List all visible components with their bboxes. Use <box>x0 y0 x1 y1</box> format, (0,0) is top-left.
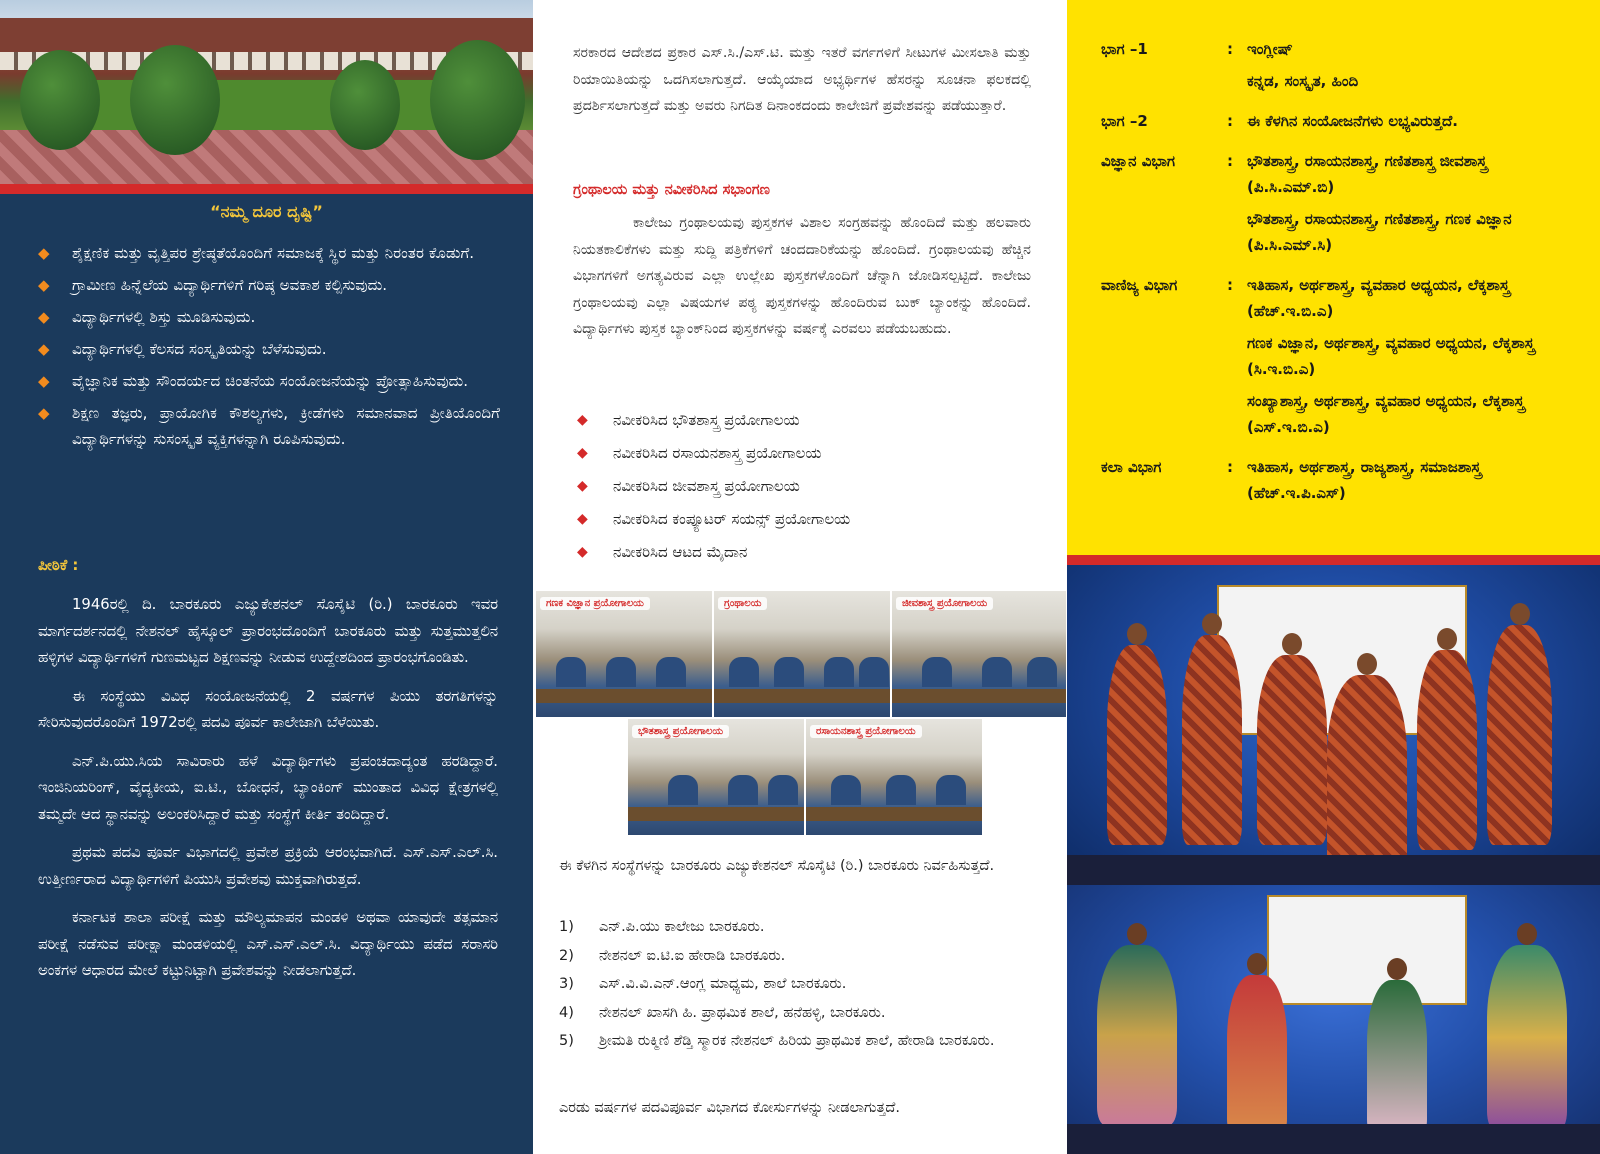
course-row: ವಾಣಿಜ್ಯ ವಿಭಾಗ : ಇತಿಹಾಸ, ಅರ್ಥಶಾಸ್ತ್ರ, ವ್ಯವಹಾರ ಅಧ್ಯಯನ, ಲೆಕ್ಕಶಾಸ್ತ್ರ (ಹೆಚ್.ಇ.ಬಿ.ಎ) ಗಣಕ ವಿಜ್ಞಾನ, ಅರ್ಥಶಾಸ್ತ್ರ, ವ್ಯವಹಾರ ಅಧ್ಯಯನ, ಲೆಕ್ಕಶಾಸ್ತ್ರ (ಸಿ.ಇ.ಬಿ.ಎ) ಸಂಖ್ಯಾಶಾಸ್ತ್ರ, ಅರ್ಥಶಾಸ್ತ್ರ, ವ್ಯವಹಾರ ಅಧ್ಯಯನ, ಲೆಕ್ಕಶಾಸ್ತ್ರ (ಎಸ್.ಇ.ಬಿ.ಎ) <box>1101 276 1535 436</box>
preface-paragraph: ಕರ್ನಾಟಕ ಶಾಲಾ ಪರೀಕ್ಷೆ ಮತ್ತು ಮೌಲ್ಯಮಾಪನ ಮಂಡಳಿ ಅಥವಾ ಯಾವುದೇ ತತ್ಸಮಾನ ಪರೀಕ್ಷೆ ನಡೆಸುವ ಪರೀಕ್ಷಾ ಮಂಡಳಿಯಲ್ಲಿ ಎಸ್.ಎಸ್.ಎಲ್.ಸಿ. ವಿದ್ಯಾರ್ಥಿಯು ಪಡೆದ ಸರಾಸರಿ ಅಂಕಗಳ ಆಧಾರದ ಮೇಲೆ ಕಟ್ಟುನಿಟ್ಟಾಗಿ ಪ್ರವೇಶವನ್ನು ನೀಡಲಾಗುತ್ತದೆ. <box>38 909 498 979</box>
diamond-bullet-icon: ◆ <box>577 412 588 428</box>
diamond-bullet-icon: ◆ <box>38 244 50 262</box>
institutions-list <box>559 913 1039 1056</box>
preface-body <box>38 592 498 997</box>
preface-paragraph: ಈ ಸಂಸ್ಥೆಯು ವಿವಿಧ ಸಂಯೋಜನೆಯಲ್ಲಿ 2 ವರ್ಷಗಳ ಪಿಯು ತರಗತಿಗಳನ್ನು ಸೇರಿಸುವುದರೊಂದಿಗೆ 1972ರಲ್ಲಿ ಪದವಿ ಪೂರ್ವ ಕಾಲೇಜಾಗಿ ಬೆಳೆಯಿತು. <box>38 687 498 731</box>
courses-footer-note: ಎರಡು ವರ್ಷಗಳ ಪದವಿಪೂರ್ವ ವಿಭಾಗದ ಕೋರ್ಸುಗಳನ್ನು ನೀಡಲಾಗುತ್ತದೆ. <box>559 1100 900 1116</box>
photo-caption: ರಸಾಯನಶಾಸ್ತ್ರ ಪ್ರಯೋಗಾಲಯ <box>810 725 922 738</box>
library-photo <box>713 590 891 718</box>
vision-item: ◆ ವಿದ್ಯಾರ್ಥಿಗಳಲ್ಲಿ ಶಿಸ್ತು ಮೂಡಿಸುವುದು. <box>38 304 500 330</box>
institution-item: 3) ಎಸ್.ವಿ.ವಿ.ಎನ್.ಆಂಗ್ಲ ಮಾಧ್ಯಮ, ಶಾಲೆ ಬಾರಕೂರು. <box>559 976 847 992</box>
right-panel <box>1067 0 1600 1154</box>
admission-intro: ಸರಕಾರದ ಆದೇಶದ ಪ್ರಕಾರ ಎಸ್.ಸಿ./ಎಸ್.ಟಿ. ಮತ್ತು ಇತರೆ ವರ್ಗಗಳಿಗೆ ಸೀಟುಗಳ ಮೀಸಲಾತಿ ಮತ್ತು ರಿಯಾಯಿತಿಯನ್ನು ಒದಗಿಸಲಾಗುತ್ತದೆ. ಆಯ್ಕೆಯಾದ ಅಭ್ಯರ್ಥಿಗಳ ಹೆಸರನ್ನು ಸೂಚನಾ ಫಲಕದಲ್ಲಿ ಪ್ರದರ್ಶಿಸಲಾಗುತ್ತದೆ ಮತ್ತು ಅವರು ನಿಗದಿತ ದಿನಾಂಕದಂದು ಕಾಲೇಜಿಗೆ ಪ್ರವೇಶವನ್ನು ಪಡೆಯುತ್ತಾರೆ. <box>573 45 1031 114</box>
physics-lab-photo <box>627 718 805 836</box>
vision-list <box>38 240 500 458</box>
vision-item: ◆ ಗ್ರಾಮೀಣ ಹಿನ್ನೆಲೆಯ ವಿದ್ಯಾರ್ಥಿಗಳಿಗೆ ಗರಿಷ್ಠ ಅವಕಾಶ ಕಲ್ಪಿಸುವುದು. <box>38 272 500 298</box>
course-row: ಕಲಾ ವಿಭಾಗ : ಇತಿಹಾಸ, ಅರ್ಥಶಾಸ್ತ್ರ, ರಾಜ್ಯಶಾಸ್ತ್ರ, ಸಮಾಜಶಾಸ್ತ್ರ (ಹೆಚ್.ಇ.ಪಿ.ಎಸ್) <box>1101 458 1482 502</box>
diamond-bullet-icon: ◆ <box>38 404 50 422</box>
course-row: ಭಾಗ –2 : ಈ ಕೆಳಗಿನ ಸಂಯೋಜನೆಗಳು ಲಭ್ಯವಿರುತ್ತದೆ. <box>1101 112 1458 130</box>
photo-caption: ಗಣಕ ವಿಜ್ಞಾನ ಪ್ರಯೋಗಾಲಯ <box>540 597 650 610</box>
diamond-bullet-icon: ◆ <box>38 340 50 358</box>
diamond-bullet-icon: ◆ <box>577 511 588 527</box>
course-row: ಭಾಗ –1 : ಇಂಗ್ಲೀಷ್ ಕನ್ನಡ, ಸಂಸ್ಕೃತ, ಹಿಂದಿ <box>1101 40 1359 90</box>
biology-lab-photo <box>891 590 1067 718</box>
institution-item: 4) ನೇಶನಲ್ ಖಾಸಗಿ ಹಿ. ಪ್ರಾಥಮಿಕ ಶಾಲೆ, ಹನೆಹಳ್ಳಿ, ಬಾರಕೂರು. <box>559 1004 886 1021</box>
institution-item: 1) ಎನ್.ಪಿ.ಯು ಕಾಲೇಜು ಬಾರಕೂರು. <box>559 919 765 935</box>
diamond-bullet-icon: ◆ <box>38 308 50 326</box>
chemistry-lab-photo <box>805 718 983 836</box>
vision-item: ◆ ಶಿಕ್ಷಣ ತಜ್ಞರು, ಪ್ರಾಯೋಗಿಕ ಕೌಶಲ್ಯಗಳು, ಕ್ರೀಡೆಗಳು ಸಮಾನವಾದ ಪ್ರೀತಿಯೊಂದಿಗೆ ವಿದ್ಯಾರ್ಥಿಗಳನ್ನು ಸುಸಂಸ್ಕೃತ ವ್ಯಕ್ತಿಗಳನ್ನಾಗಿ ರೂಪಿಸುವುದು. <box>38 400 500 452</box>
group-dance-photo <box>1067 885 1600 1154</box>
lab-list <box>573 404 850 569</box>
lab-item: ◆ ನವೀಕರಿಸಿದ ರಸಾಯನಶಾಸ್ತ್ರ ಪ್ರಯೋಗಾಲಯ <box>573 437 850 470</box>
photo-caption: ಗ್ರಂಥಾಲಯ <box>718 597 767 610</box>
lab-item: ◆ ನವೀಕರಿಸಿದ ಭೌತಶಾಸ್ತ್ರ ಪ್ರಯೋಗಾಲಯ <box>573 404 850 437</box>
diamond-bullet-icon: ◆ <box>577 478 588 494</box>
diamond-bullet-icon: ◆ <box>577 544 588 560</box>
left-panel <box>0 0 533 1154</box>
cultural-dance-photo <box>1067 565 1600 885</box>
lab-item: ◆ ನವೀಕರಿಸಿದ ಜೀವಶಾಸ್ತ್ರ ಪ್ರಯೋಗಾಲಯ <box>573 470 850 503</box>
red-divider <box>0 184 533 194</box>
photo-caption: ಭೌತಶಾಸ್ತ್ರ ಪ್ರಯೋಗಾಲಯ <box>632 725 729 738</box>
institutions-intro: ಈ ಕೆಳಗಿನ ಸಂಸ್ಥೆಗಳನ್ನು ಬಾರಕೂರು ಎಜ್ಯುಕೇಶನಲ್ ಸೊಸೈಟಿ (ರಿ.) ಬಾರಕೂರು ನಿರ್ವಹಿಸುತ್ತದೆ. <box>559 858 995 874</box>
diamond-bullet-icon: ◆ <box>38 276 50 294</box>
preface-paragraph: ಪ್ರಥಮ ಪದವಿ ಪೂರ್ವ ವಿಭಾಗದಲ್ಲಿ ಪ್ರವೇಶ ಪ್ರಕ್ರಿಯೆ ಆರಂಭವಾಗಿದೆ. ಎಸ್.ಎಸ್.ಎಲ್.ಸಿ. ಉತ್ತೀರ್ಣರಾದ ವಿದ್ಯಾರ್ಥಿಗಳಿಗೆ ಪಿಯುಸಿ ಪ್ರವೇಶವು ಮುಕ್ತವಾಗಿರುತ್ತದೆ. <box>38 844 498 888</box>
diamond-bullet-icon: ◆ <box>38 372 50 390</box>
library-text: ಕಾಲೇಜು ಗ್ರಂಥಾಲಯವು ಪುಸ್ತಕಗಳ ವಿಶಾಲ ಸಂಗ್ರಹವನ್ನು ಹೊಂದಿದೆ ಮತ್ತು ಹಲವಾರು ನಿಯತಕಾಲಿಕೆಗಳು ಮತ್ತು ಸುದ್ದಿ ಪತ್ರಿಕೆಗಳಿಗೆ ಚಂದದಾರಿಕೆಯನ್ನು ಹೊಂದಿದೆ. ಗ್ರಂಥಾಲಯವು ಹೆಚ್ಚಿನ ವಿಭಾಗಗಳಿಗೆ ಅಗತ್ಯವಿರುವ ಎಲ್ಲಾ ಉಲ್ಲೇಖ ಪುಸ್ತಕಗಳೊಂದಿಗೆ ಚೆನ್ನಾಗಿ ಜೋಡಿಸಲ್ಪಟ್ಟಿದೆ. ಕಾಲೇಜು ಗ್ರಂಥಾಲಯವು ಎಲ್ಲಾ ವಿಷಯಗಳ ಪಠ್ಯ ಪುಸ್ತಕಗಳನ್ನು ಹೊಂದಿರುವ ಬುಕ್ ಬ್ಯಾಂಕನ್ನು ಹೊಂದಿದೆ. ವಿದ್ಯಾರ್ಥಿಗಳು ಪುಸ್ತಕ ಬ್ಯಾಂಕ್‌ನಿಂದ ಪುಸ್ತಕಗಳನ್ನು ವರ್ಷಕ್ಕೆ ಎರವಲು ಪಡೆಯಬಹುದು. <box>573 215 1031 337</box>
computer-lab-photo <box>535 590 713 718</box>
photo-caption: ಜೀವಶಾಸ್ತ್ರ ಪ್ರಯೋಗಾಲಯ <box>896 597 993 610</box>
lab-item: ◆ ನವೀಕರಿಸಿದ ಆಟದ ಮೈದಾನ <box>573 536 850 569</box>
courses-box <box>1067 0 1600 555</box>
preface-paragraph: 1946ರಲ್ಲಿ ದಿ. ಬಾರಕೂರು ಎಜ್ಯುಕೇಶನಲ್ ಸೊಸೈಟಿ (ರಿ.) ಬಾರಕೂರು ಇವರ ಮಾರ್ಗದರ್ಶನದಲ್ಲಿ ನೇಶನಲ್ ಹೈಸ್ಕೂಲ್ ಪ್ರಾರಂಭದೊಂದಿಗೆ ಬಾರಕೂರು ಮತ್ತು ಸುತ್ತಮುತ್ತಲಿನ ಹಳ್ಳಿಗಳ ವಿದ್ಯಾರ್ಥಿಗಳಿಗೆ ಗುಣಮಟ್ಟದ ಶಿಕ್ಷಣವನ್ನು ನೀಡುವ ಉದ್ದೇಶದಿಂದ ಪ್ರಾರಂಭಗೊಂಡಿತು. <box>38 596 498 666</box>
library-heading: ಗ್ರಂಥಾಲಯ ಮತ್ತು ನವೀಕರಿಸಿದ ಸಭಾಂಗಣ <box>573 182 770 198</box>
vision-item: ◆ ಶೈಕ್ಷಣಿಕ ಮತ್ತು ವೃತ್ತಿಪರ ಶ್ರೇಷ್ಠತೆಯೊಂದಿಗೆ ಸಮಾಜಕ್ಕೆ ಸ್ಥಿರ ಮತ್ತು ನಿರಂತರ ಕೊಡುಗೆ. <box>38 240 500 266</box>
institution-item: 2) ನೇಶನಲ್ ಐ.ಟಿ.ಐ ಹೇರಾಡಿ ಬಾರಕೂರು. <box>559 947 786 964</box>
lab-item: ◆ ನವೀಕರಿಸಿದ ಕಂಪ್ಯೂಟರ್ ಸಯನ್ಸ್ ಪ್ರಯೋಗಾಲಯ <box>573 503 850 536</box>
event-banner <box>1267 895 1467 1005</box>
vision-item: ◆ ವಿದ್ಯಾರ್ಥಿಗಳಲ್ಲಿ ಕೆಲಸದ ಸಂಸ್ಕೃತಿಯನ್ನು ಬೆಳೆಸುವುದು. <box>38 336 500 362</box>
vision-item: ◆ ವೈಜ್ಞಾನಿಕ ಮತ್ತು ಸೌಂದರ್ಯದ ಚಿಂತನೆಯ ಸಂಯೋಜನೆಯನ್ನು ಪ್ರೋತ್ಸಾಹಿಸುವುದು. <box>38 368 500 394</box>
diamond-bullet-icon: ◆ <box>577 445 588 461</box>
courses-table <box>1101 36 1571 512</box>
middle-panel <box>533 0 1067 1154</box>
preface-heading: ಪೀಠಿಕೆ : <box>38 556 79 574</box>
institution-item: 5) ಶ್ರೀಮತಿ ರುಕ್ಮಿಣಿ ಶೆಡ್ತಿ ಸ್ಮಾರಕ ನೇಶನಲ್ ಹಿರಿಯ ಪ್ರಾಥಮಿಕ ಶಾಲೆ, ಹೇರಾಡಿ ಬಾರಕೂರು. <box>559 1033 995 1049</box>
red-divider <box>1067 555 1600 565</box>
lab-photo-collage <box>533 590 1067 830</box>
campus-photo <box>0 0 533 184</box>
vision-title: “ನಮ್ಮ ದೂರ ದೃಷ್ಟಿ” <box>210 202 323 221</box>
preface-paragraph: ಎನ್.ಪಿ.ಯು.ಸಿಯ ಸಾವಿರಾರು ಹಳೆ ವಿದ್ಯಾರ್ಥಿಗಳು ಪ್ರಪಂಚದಾದ್ಯಂತ ಹರಡಿದ್ದಾರೆ. ಇಂಜಿನಿಯರಿಂಗ್, ವೈದ್ಯಕೀಯ, ಐ.ಟಿ., ಬೋಧನೆ, ಬ್ಯಾಂಕಿಂಗ್ ಮುಂತಾದ ವಿವಿಧ ಕ್ಷೇತ್ರಗಳಲ್ಲಿ ತಮ್ಮದೇ ಆದ ಸ್ಥಾನವನ್ನು ಅಲಂಕರಿಸಿದ್ದಾರೆ ಮತ್ತು ಸಂಸ್ಥೆಗೆ ಕೀರ್ತಿ ತಂದಿದ್ದಾರೆ. <box>38 752 498 823</box>
course-row: ವಿಜ್ಞಾನ ವಿಭಾಗ : ಭೌತಶಾಸ್ತ್ರ, ರಸಾಯನಶಾಸ್ತ್ರ, ಗಣಿತಶಾಸ್ತ್ರ ಜೀವಶಾಸ್ತ್ರ (ಪಿ.ಸಿ.ಎಮ್.ಬಿ) ಭೌತಶಾಸ್ತ್ರ, ರಸಾಯನಶಾಸ್ತ್ರ, ಗಣಿತಶಾಸ್ತ್ರ, ಗಣಕ ವಿಜ್ಞಾನ (ಪಿ.ಸಿ.ಎಮ್.ಸಿ) <box>1101 152 1512 254</box>
